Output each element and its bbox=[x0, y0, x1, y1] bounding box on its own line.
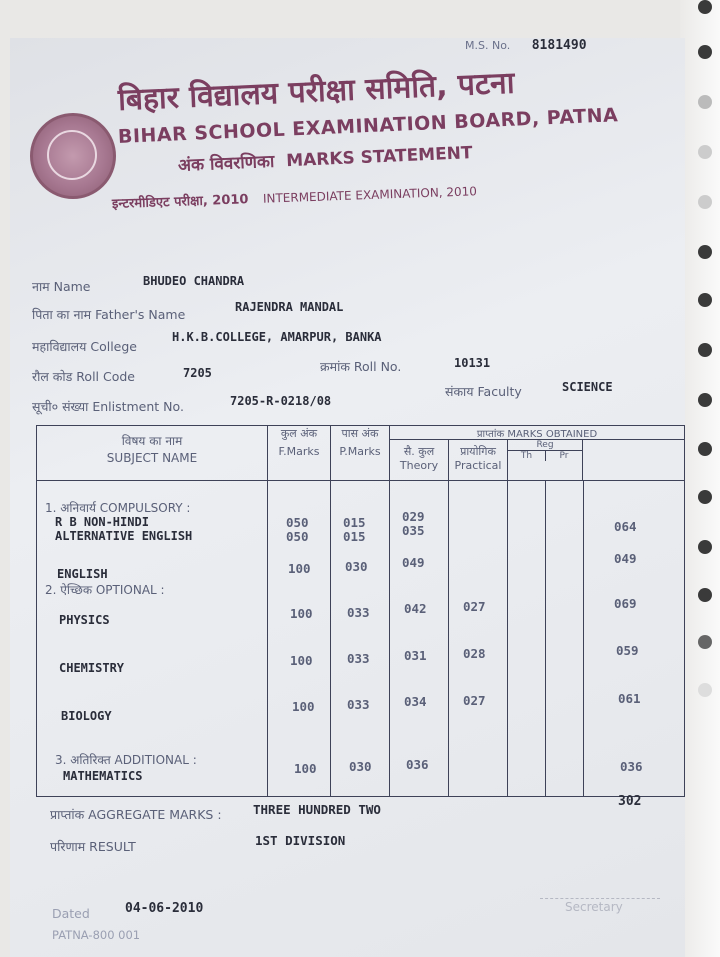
theory-header-hindi: सै. कुल bbox=[403, 445, 435, 458]
reg-header bbox=[508, 440, 583, 480]
binder-hole bbox=[698, 95, 712, 109]
subject-name: ENGLISH bbox=[57, 567, 108, 581]
statement-title bbox=[177, 140, 472, 176]
binder-hole bbox=[698, 442, 712, 456]
total-header bbox=[583, 440, 684, 480]
statement-english: MARKS STATEMENT bbox=[285, 143, 473, 172]
binder-hole bbox=[698, 490, 712, 504]
binder-hole bbox=[698, 540, 712, 554]
statement-hindi: अंक विवरणिका bbox=[177, 151, 275, 176]
practical-header-english: Practical bbox=[454, 459, 502, 472]
theory-header-english: Theory bbox=[399, 459, 439, 472]
binder-hole bbox=[698, 683, 712, 697]
aggregate-label: प्राप्तांक AGGREGATE MARKS : bbox=[50, 807, 222, 822]
fmarks-value: 100 bbox=[290, 606, 313, 621]
ms-value: 8181490 bbox=[531, 38, 587, 53]
fmarks-value: 100 bbox=[290, 653, 313, 668]
exam-english: INTERMEDIATE EXAMINATION, 2010 bbox=[262, 184, 478, 206]
pmarks-value: 015 bbox=[343, 515, 366, 530]
pmarks-value: 030 bbox=[345, 559, 368, 574]
subject-name: MATHEMATICS bbox=[63, 769, 143, 783]
table-body-row bbox=[37, 481, 685, 797]
theory-header bbox=[390, 440, 449, 480]
reg-th-column bbox=[508, 481, 546, 797]
binder-hole bbox=[698, 145, 712, 159]
practical-header bbox=[449, 440, 508, 480]
subject-header-english: SUBJECT NAME bbox=[106, 451, 198, 465]
faculty-label: संकाय Faculty bbox=[445, 384, 522, 399]
father-label: पिता का नाम Father's Name bbox=[32, 307, 186, 322]
pmarks-value: 015 bbox=[343, 529, 366, 544]
total-column bbox=[584, 481, 685, 797]
enlistment-no: 7205-R-0218/08 bbox=[230, 394, 332, 408]
fmarks-column bbox=[268, 481, 331, 797]
ms-number bbox=[465, 38, 587, 53]
fmarks-header-hindi: कुल अंक bbox=[280, 427, 318, 440]
father-name: RAJENDRA MANDAL bbox=[235, 300, 344, 314]
obtained-header-label: प्राप्तांक MARKS OBTAINED bbox=[390, 426, 684, 440]
signature-label: Secretary bbox=[565, 900, 623, 914]
subject-header-hindi: विषय का नाम bbox=[121, 434, 183, 448]
theory-column bbox=[390, 481, 449, 797]
reg-pr-column bbox=[546, 481, 584, 797]
binder-hole bbox=[698, 293, 712, 307]
subject-name: CHEMISTRY bbox=[59, 661, 125, 675]
binder-hole bbox=[698, 635, 712, 649]
dated-label: Dated bbox=[52, 906, 90, 921]
subject-name: BIOLOGY bbox=[61, 709, 112, 723]
fmarks-value: 100 bbox=[294, 761, 317, 776]
binder-hole bbox=[698, 343, 712, 357]
candidate-name: BHUDEO CHANDRA bbox=[143, 274, 245, 288]
total-value: 059 bbox=[616, 643, 639, 658]
exam-hindi: इन्टरमीडिएट परीक्षा, 2010 bbox=[111, 192, 249, 212]
reg-th-label: Th bbox=[508, 451, 546, 461]
ms-label: M.S. No. bbox=[465, 39, 511, 52]
pmarks-value: 033 bbox=[347, 697, 370, 712]
additional-label: 3. अतिरिक्त ADDITIONAL : bbox=[55, 753, 197, 767]
theory-value: 031 bbox=[404, 648, 427, 663]
marks-table bbox=[36, 425, 685, 797]
theory-value: 029 bbox=[402, 509, 425, 524]
total-value: 064 bbox=[614, 519, 637, 534]
binder-hole bbox=[698, 195, 712, 209]
optional-label: 2. ऐच्छिक OPTIONAL : bbox=[45, 583, 165, 597]
theory-value: 034 bbox=[404, 694, 427, 709]
practical-header-hindi: प्रायोगिक bbox=[460, 445, 496, 458]
aggregate-words: THREE HUNDRED TWO bbox=[253, 802, 381, 817]
total-value: 061 bbox=[618, 691, 641, 706]
fmarks-value: 100 bbox=[288, 561, 311, 576]
total-value: 049 bbox=[614, 551, 637, 566]
roll-no-label: क्रमांक Roll No. bbox=[320, 359, 402, 374]
binder-hole bbox=[698, 245, 712, 259]
pmarks-header-hindi: पास अंक bbox=[341, 427, 379, 440]
theory-value: 036 bbox=[406, 757, 429, 772]
signature-area bbox=[540, 858, 660, 899]
board-name-hindi: बिहार विद्यालय परीक्षा समिति, पटना bbox=[117, 65, 516, 118]
binder-hole bbox=[698, 45, 712, 59]
reg-label: Reg bbox=[508, 440, 582, 451]
fmarks-value: 050 bbox=[286, 529, 309, 544]
pmarks-column bbox=[331, 481, 390, 797]
board-seal-icon bbox=[30, 113, 116, 199]
total-value: 036 bbox=[620, 759, 643, 774]
roll-no: 10131 bbox=[454, 356, 491, 370]
binder-strip bbox=[680, 0, 720, 957]
theory-value: 035 bbox=[402, 523, 425, 538]
binder-hole bbox=[698, 0, 712, 14]
pmarks-value: 033 bbox=[347, 605, 370, 620]
roll-code-label: रौल कोड Roll Code bbox=[32, 369, 135, 384]
fmarks-header-english: F.Marks bbox=[278, 445, 320, 458]
college-label: महाविद्यालय College bbox=[32, 339, 137, 354]
subject-name: PHYSICS bbox=[59, 613, 110, 627]
binder-hole bbox=[698, 393, 712, 407]
pmarks-value: 030 bbox=[349, 759, 372, 774]
exam-title bbox=[112, 181, 478, 212]
marks-obtained-header bbox=[390, 426, 685, 481]
date-value: 04-06-2010 bbox=[125, 901, 204, 916]
theory-value: 042 bbox=[404, 601, 427, 616]
name-label: नाम Name bbox=[32, 279, 91, 294]
practical-value: 027 bbox=[463, 599, 486, 614]
practical-value: 027 bbox=[463, 693, 486, 708]
aggregate-value: 302 bbox=[618, 794, 642, 809]
reg-pr-label: Pr bbox=[559, 451, 569, 461]
practical-column bbox=[449, 481, 508, 797]
marks-statement-document bbox=[10, 38, 685, 957]
practical-value: 028 bbox=[463, 646, 486, 661]
subject-name: R B NON-HINDI bbox=[55, 515, 149, 529]
board-name-english: BIHAR SCHOOL EXAMINATION BOARD, PATNA bbox=[117, 104, 619, 148]
pmarks-header bbox=[331, 426, 390, 481]
faculty: SCIENCE bbox=[562, 380, 613, 394]
compulsory-label: 1. अनिवार्य COMPULSORY : bbox=[45, 501, 191, 515]
place-label: PATNA-800 001 bbox=[52, 928, 141, 942]
theory-value: 049 bbox=[402, 555, 425, 570]
fmarks-value: 050 bbox=[286, 515, 309, 530]
pmarks-value: 033 bbox=[347, 651, 370, 666]
subject-column bbox=[37, 481, 268, 797]
result-value: 1ST DIVISION bbox=[255, 833, 346, 848]
total-value: 069 bbox=[614, 596, 637, 611]
binder-hole bbox=[698, 588, 712, 602]
table-header-row bbox=[37, 426, 685, 481]
pmarks-header-english: P.Marks bbox=[339, 445, 381, 458]
subject-header bbox=[37, 426, 268, 481]
roll-code: 7205 bbox=[183, 366, 212, 380]
fmarks-value: 100 bbox=[292, 699, 315, 714]
result-label: परिणाम RESULT bbox=[50, 839, 136, 854]
enlistment-label: सूची० संख्या Enlistment No. bbox=[32, 399, 184, 414]
subject-name: ALTERNATIVE ENGLISH bbox=[55, 529, 193, 543]
fmarks-header bbox=[268, 426, 331, 481]
college-name: H.K.B.COLLEGE, AMARPUR, BANKA bbox=[172, 330, 382, 344]
